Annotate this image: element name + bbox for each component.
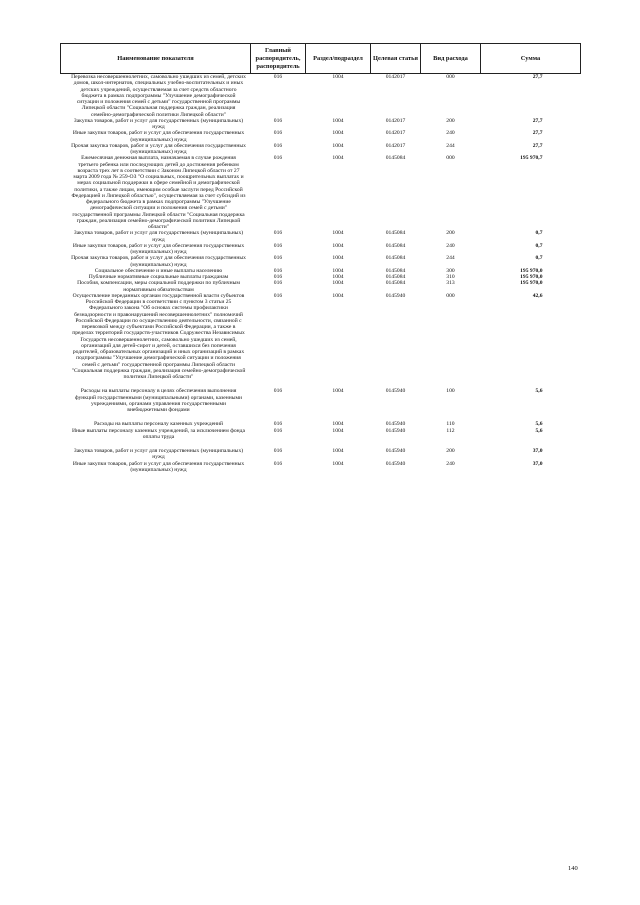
cell-cel: 0145084 — [385, 267, 406, 274]
cell-sum: 27,7 — [532, 117, 543, 124]
cell-sum: 27,7 — [532, 142, 543, 149]
cell-cel: 0145940 — [385, 448, 406, 454]
cell-cel: 0145940 — [385, 388, 406, 395]
cell-name: Иные закупки товаров, работ и услуг для обеспечения государственных (муниципальных) нужд — [72, 130, 245, 143]
cell-razdel: 1004 — [332, 117, 344, 124]
cell-glav: 016 — [273, 448, 283, 454]
cell-name: Ежемесячная денежная выплата, назначаемая в случае рождения третьего ребенка или последующих детей до достижения ребенком возраста трех лет в соответствии с Законом Липецкой области от 27 марта 2009 года № 259-ОЗ "О социальных, поощрительных выплатах и мерах социальной поддержки в сфере семейной и демографической политики, а также лицам, имеющим особые заслуги перед Российской Федерацией и Липецкой областью", осуществляемая за счет субсидий из федерального бюджета в рамках подпрограммы "Улучшение демографической ситуации и положения семей с детьми" государственной программы Липецкой области "Социальная поддержка граждан, реализация семейно-демографической политики Липецкой области" — [71, 155, 246, 230]
cell-cel: 0145084 — [385, 242, 406, 249]
cell-cel: 0145940 — [385, 421, 406, 428]
cell-name: Закупка товаров, работ и услуг для государственных (муниципальных) нужд — [73, 230, 244, 243]
cell-glav: 016 — [273, 117, 283, 124]
cell-glav: 016 — [273, 230, 283, 237]
table-row — [61, 243, 581, 256]
cell-glav: 016 — [273, 292, 283, 299]
table-row — [61, 118, 581, 131]
cell-cel: 0145084 — [385, 274, 406, 280]
cell-sum: 42,6 — [532, 292, 543, 299]
header-razdel: Раздел/подраздел — [306, 44, 371, 74]
cell-sum: 27,7 — [532, 130, 543, 137]
cell-name: Иные закупки товаров, работ и услуг для обеспечения государственных (муниципальных) нужд — [72, 460, 245, 473]
cell-vid: 240 — [446, 460, 455, 467]
cell-razdel: 1004 — [332, 242, 344, 249]
cell-razdel: 1004 — [332, 155, 344, 162]
cell-razdel: 1004 — [332, 230, 344, 237]
table-row — [61, 143, 581, 156]
cell-sum: 37,0 — [532, 448, 543, 454]
cell-vid: 000 — [446, 74, 455, 80]
cell-sum: 195 970,0 — [520, 280, 543, 287]
cell-glav: 016 — [273, 155, 283, 162]
cell-sum: 37,0 — [532, 460, 543, 467]
cell-razdel: 1004 — [332, 427, 344, 434]
cell-cel: 0145084 — [385, 230, 406, 237]
cell-sum: 5,6 — [535, 388, 543, 395]
cell-glav: 016 — [273, 242, 283, 249]
table-row — [61, 255, 581, 268]
cell-razdel: 1004 — [332, 74, 344, 80]
table-row — [61, 130, 581, 143]
cell-cel: 0142017 — [385, 74, 406, 80]
cell-sum: 195 970,7 — [520, 155, 543, 162]
cell-vid: 244 — [446, 255, 455, 262]
table-body — [61, 74, 581, 474]
cell-cel: 0142017 — [385, 130, 406, 137]
cell-name: Осуществление переданных органам государственной власти субъектов Российской Федерации в соответствии с пунктом 3 статьи 25 Федерального закона "Об основах системы профилактики безнадзорности и правонарушений несовершеннолетних" полномочий Российской Федерации по осуществлению деятельности, связанной с перевозкой между субъектами Российской Федерации, а также в пределах территорий государств-участников Содружества Независимых Государств несовершеннолетних, самовольно ушедших из семей, организаций для детей-сирот и детей, оставшихся без попечения родителей, образовательных организаций и иных организаций в рамках подпрограммы "Улучшение демографической ситуации и положения семей с детьми" государственной программы Липецкой области "Социальная поддержка граждан, реализация семейно-демографической политики Липецкой области" — [71, 292, 246, 380]
cell-glav: 016 — [273, 427, 283, 434]
cell-vid: 200 — [446, 117, 455, 124]
header-summa: Сумма — [481, 44, 581, 74]
cell-cel: 0145940 — [385, 427, 406, 434]
cell-glav: 016 — [273, 255, 283, 262]
table-row — [61, 461, 581, 474]
cell-name: Публичные нормативные социальные выплаты гражданам — [88, 274, 229, 280]
table-row — [61, 230, 581, 243]
cell-cel: 0145940 — [385, 292, 406, 299]
cell-glav: 016 — [273, 421, 283, 428]
cell-sum: 195 970,0 — [520, 267, 543, 274]
cell-glav: 016 — [273, 280, 283, 287]
row-spacer — [61, 440, 581, 448]
cell-vid: 200 — [446, 230, 455, 237]
cell-razdel: 1004 — [332, 255, 344, 262]
cell-vid: 000 — [446, 292, 455, 299]
table-row — [61, 280, 581, 293]
cell-razdel: 1004 — [332, 421, 344, 428]
cell-vid: 240 — [446, 242, 455, 249]
cell-razdel: 1004 — [332, 142, 344, 149]
cell-sum: 5,6 — [535, 421, 543, 428]
cell-vid: 310 — [446, 274, 455, 280]
table-row — [61, 293, 581, 381]
table-header-row — [61, 44, 581, 74]
cell-cel: 0142017 — [385, 142, 406, 149]
cell-glav: 016 — [273, 130, 283, 137]
cell-vid: 000 — [446, 155, 455, 162]
cell-cel: 0145084 — [385, 155, 406, 162]
cell-vid: 313 — [446, 280, 455, 287]
cell-name: Пособия, компенсации, меры социальной поддержки по публичным нормативным обязательствам — [77, 280, 240, 293]
header-name: Наименование показателя — [61, 44, 251, 74]
cell-vid: 240 — [446, 130, 455, 137]
cell-vid: 300 — [446, 267, 455, 274]
cell-glav: 016 — [273, 388, 283, 395]
cell-razdel: 1004 — [332, 448, 344, 454]
cell-sum: 0,7 — [535, 242, 543, 249]
cell-name: Закупка товаров, работ и услуг для государственных (муниципальных) нужд — [73, 448, 244, 461]
cell-glav: 016 — [273, 274, 283, 280]
cell-name: Перевозка несовершеннолетних, самовольно ушедших из семей, детских домов, школ-интернатов, специальных учебно-воспитательных и иных детских учреждений, осуществляемая за счет средств областного бюджета в рамках подпрограммы "Улучшение демографической ситуации и положения семей с детьми" государственной программы Липецкой области "Социальная поддержка граждан, реализация семейно-демографической политики Липецкой области" — [71, 74, 246, 118]
cell-sum: 5,6 — [535, 427, 543, 434]
cell-name: Прочая закупка товаров, работ и услуг для обеспечения государственных (муниципальных) нужд — [71, 255, 246, 268]
cell-name: Расходы на выплаты персоналу в целях обеспечения выполнения функций государственными (муниципальными) органами, казенными учреждениями, органами управления государственными внебюджетными фондами — [75, 388, 242, 413]
cell-sum: 0,7 — [535, 255, 543, 262]
cell-name: Социальное обеспечение и иные выплаты населению — [94, 267, 223, 274]
cell-glav: 016 — [273, 460, 283, 467]
table-row — [61, 155, 581, 230]
cell-cel: 0145084 — [385, 280, 406, 287]
cell-name: Прочая закупка товаров, работ и услуг для обеспечения государственных (муниципальных) нужд — [71, 142, 246, 155]
cell-vid: 200 — [446, 448, 455, 454]
cell-vid: 244 — [446, 142, 455, 149]
header-cel: Целевая статья — [371, 44, 421, 74]
cell-glav: 016 — [273, 267, 283, 274]
cell-razdel: 1004 — [332, 280, 344, 287]
cell-razdel: 1004 — [332, 460, 344, 467]
table-row — [61, 74, 581, 118]
budget-sheet — [60, 43, 580, 473]
cell-sum: 195 970,0 — [520, 274, 543, 280]
cell-sum: 0,7 — [535, 230, 543, 237]
cell-razdel: 1004 — [332, 130, 344, 137]
table-row — [61, 428, 581, 441]
spacer-cell — [61, 440, 581, 448]
header-vid: Вид расхода — [421, 44, 481, 74]
table-row — [61, 448, 581, 461]
cell-name: Расходы на выплаты персоналу казенных учреждений — [93, 421, 224, 428]
cell-razdel: 1004 — [332, 388, 344, 395]
cell-razdel: 1004 — [332, 274, 344, 280]
cell-cel: 0142017 — [385, 117, 406, 124]
cell-vid: 112 — [446, 427, 455, 434]
cell-glav: 016 — [273, 142, 283, 149]
cell-name: Иные выплаты персоналу казенных учреждений, за исключением фонда оплаты труда — [72, 427, 245, 440]
cell-vid: 110 — [446, 421, 455, 428]
cell-name: Закупка товаров, работ и услуг для государственных (муниципальных) нужд — [73, 117, 244, 130]
page-number: 140 — [568, 865, 578, 872]
budget-table — [60, 43, 581, 473]
table-row — [61, 388, 581, 413]
cell-sum: 27,7 — [532, 74, 543, 80]
cell-cel: 0145084 — [385, 255, 406, 262]
cell-cel: 0145940 — [385, 460, 406, 467]
cell-razdel: 1004 — [332, 292, 344, 299]
cell-glav: 016 — [273, 74, 283, 80]
header-glav: Главный распорядитель, распорядитель — [251, 44, 306, 74]
cell-name: Иные закупки товаров, работ и услуг для обеспечения государственных (муниципальных) нужд — [72, 242, 245, 255]
cell-vid: 100 — [446, 388, 455, 395]
cell-razdel: 1004 — [332, 267, 344, 274]
